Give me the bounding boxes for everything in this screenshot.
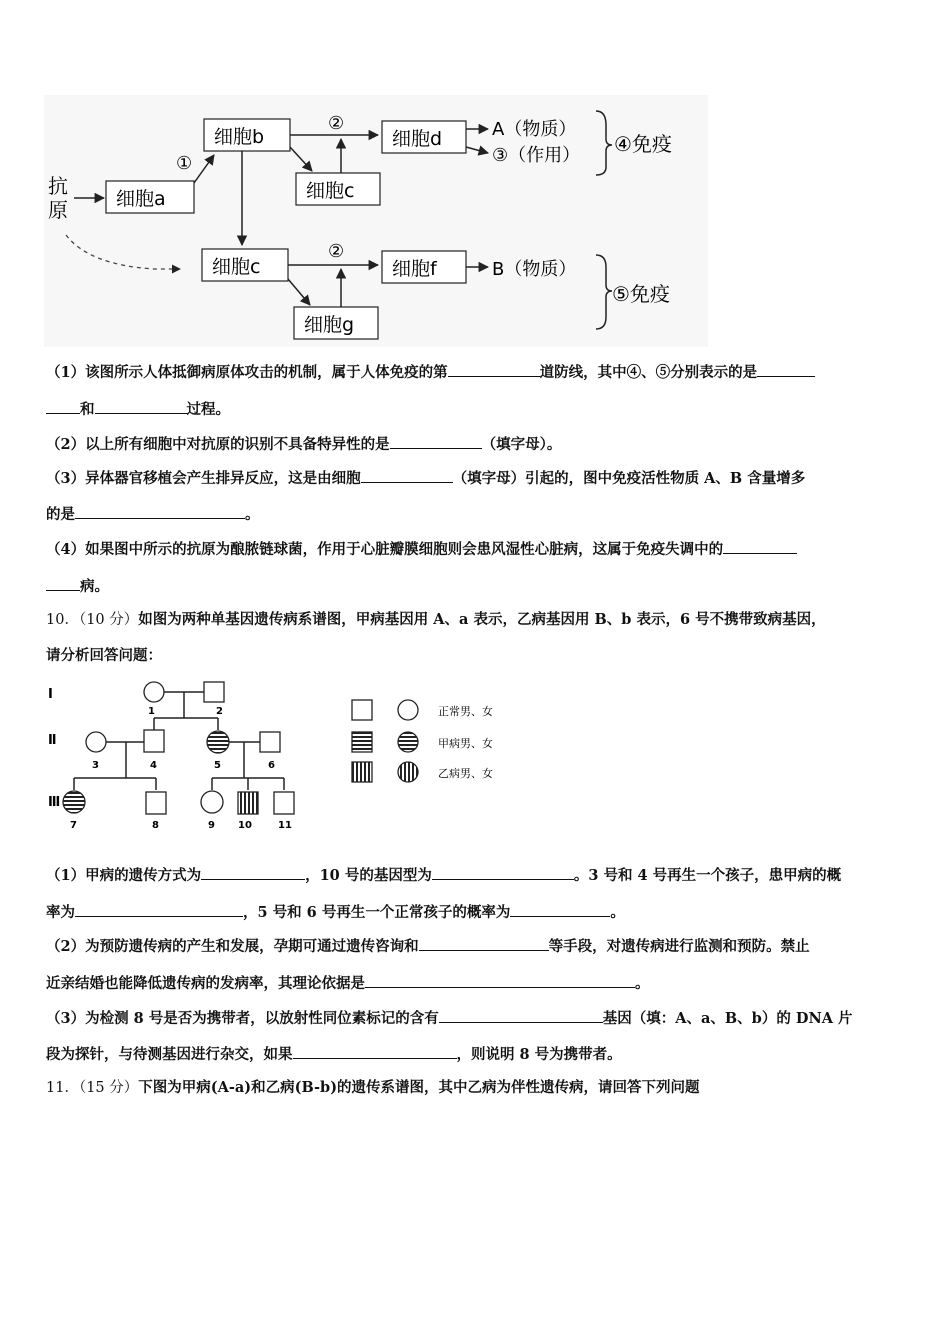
output-3-label: ③（作用） [492, 145, 581, 166]
q10-line-6: 段为探针，与待测基因进行杂交，如果 ，则说明 8 号为携带者。 [46, 1043, 910, 1065]
q9-blank-1[interactable] [448, 361, 540, 377]
q9-line-4: （3）异体器官移植会产生排异反应，这是由细胞 （填字母）引起的，图中免疫活性物质 A、B 含量增多 [46, 467, 910, 489]
q10-blank-4[interactable] [510, 901, 610, 917]
individual-6 [260, 732, 280, 752]
output-a-label: A（物质） [492, 119, 577, 140]
output-b-label: B（物质） [492, 259, 577, 280]
individual-1 [144, 682, 164, 702]
q10-intro-1: 10．（10 分）如图为两种单基因遗传病系谱图，甲病基因用 A、a 表示，乙病基因用 B、b 表示，6 号不携带致病基因， [46, 611, 826, 628]
immunity4-label: ④免疫 [614, 132, 672, 156]
legend-b-label: 乙病男、女 [438, 767, 493, 780]
q10-line-3: （2）为预防遗传病的产生和发展，孕期可通过遗传咨询和 等手段，对遗传病进行监测和预防。禁止 [46, 935, 910, 957]
gen-2-label: Ⅱ [48, 733, 57, 748]
q9-line-6: （4）如果图中所示的抗原为酿脓链球菌，作用于心脏瓣膜细胞则会患风湿性心脏病，这属于免疫失调中的 [46, 538, 910, 560]
q10-blank-8[interactable] [293, 1043, 457, 1059]
q9-blank-6[interactable] [75, 503, 245, 519]
q10-blank-2[interactable] [432, 864, 574, 880]
svg-text:11: 11 [278, 820, 292, 831]
cell-c2-label: 细胞c [212, 256, 261, 278]
svg-text:2: 2 [216, 706, 223, 717]
individual-5 [207, 731, 229, 753]
q10-blank-3[interactable] [75, 901, 243, 917]
cell-b-label: 细胞b [214, 126, 265, 148]
step1-label: ① [176, 153, 193, 174]
svg-text:9: 9 [208, 820, 215, 831]
q9-line-1: （1）该图所示人体抵御病原体攻击的机制，属于人体免疫的第 道防线，其中④、⑤分别表示的是 [46, 361, 910, 383]
q9-line-5: 的是 。 [46, 503, 910, 525]
svg-text:4: 4 [150, 760, 157, 771]
q9-line-7: 病。 [46, 575, 910, 597]
individual-3 [86, 732, 106, 752]
q10-intro-2: 请分析回答问题： [46, 647, 162, 664]
q9-blank-3[interactable] [95, 398, 187, 414]
legend-a-male [352, 732, 372, 752]
q10-blank-7[interactable] [439, 1007, 603, 1023]
svg-text:6: 6 [268, 760, 275, 771]
q9-blank-7-cont[interactable] [46, 575, 80, 591]
svg-text:8: 8 [152, 820, 159, 831]
gen-3-label: Ⅲ [48, 795, 61, 810]
q11-intro: 11．（15 分）下图为甲病(A-a)和乙病(B-b)的遗传系谱图，其中乙病为伴性遗传病，请回答下列问题 [46, 1079, 700, 1096]
individual-4 [144, 730, 164, 752]
svg-text:5: 5 [214, 760, 221, 771]
legend-b-male [352, 762, 372, 782]
individual-8 [146, 792, 166, 814]
q9-line-3: （2）以上所有细胞中对抗原的识别不具备特异性的是 （填字母）。 [46, 433, 910, 455]
q10-line-1: （1）甲病的遗传方式为 ，10 号的基因型为 。3 号和 4 号再生一个孩子，患甲病的概 [46, 864, 910, 886]
legend-normal-female [398, 700, 418, 720]
svg-text:7: 7 [70, 820, 77, 831]
q10-line-2: 率为 ，5 号和 6 号再生一个正常孩子的概率为 。 [46, 901, 910, 923]
cell-a-label: 细胞a [116, 188, 166, 210]
q9-line-2: 和 过程。 [46, 398, 910, 420]
cell-f-label: 细胞f [392, 258, 437, 280]
antigen-label-1: 抗 [48, 174, 68, 198]
q10-blank-5[interactable] [419, 935, 549, 951]
legend-normal-label: 正常男、女 [438, 705, 493, 718]
immune-diagram [44, 95, 708, 347]
individual-7 [63, 791, 85, 813]
pedigree-chart [44, 672, 516, 834]
q9-blank-2-cont[interactable] [46, 398, 80, 414]
svg-text:1: 1 [148, 706, 155, 717]
individual-11 [274, 792, 294, 814]
legend-a-label: 甲病男、女 [438, 737, 493, 750]
svg-text:10: 10 [238, 820, 252, 831]
q9-blank-2[interactable] [757, 361, 815, 377]
step2-bottom-label: ② [328, 241, 345, 262]
q9-blank-7[interactable] [723, 538, 797, 554]
legend-a-female [398, 732, 418, 752]
step2-top-label: ② [328, 113, 345, 134]
q10-line-5: （3）为检测 8 号是否为携带者，以放射性同位素标记的含有 基因（填：A、a、B、b）的 DNA 片 [46, 1007, 910, 1029]
svg-text:3: 3 [92, 760, 99, 771]
q10-blank-1[interactable] [201, 864, 305, 880]
cell-g-label: 细胞g [304, 314, 355, 336]
individual-2 [204, 682, 224, 702]
gen-1-label: Ⅰ [48, 687, 53, 702]
individual-9 [201, 791, 223, 813]
cell-d-label: 细胞d [392, 128, 443, 150]
legend-normal-male [352, 700, 372, 720]
individual-10 [238, 792, 258, 814]
q9-blank-4[interactable] [390, 433, 482, 449]
cell-c-label: 细胞c [306, 180, 355, 202]
q10-line-4: 近亲结婚也能降低遗传病的发病率，其理论依据是 。 [46, 972, 910, 994]
q10-blank-6[interactable] [365, 972, 635, 988]
legend-b-female [398, 762, 418, 782]
q9-blank-5[interactable] [361, 467, 453, 483]
immunity5-label: ⑤免疫 [612, 282, 670, 306]
antigen-label-2: 原 [48, 198, 68, 222]
